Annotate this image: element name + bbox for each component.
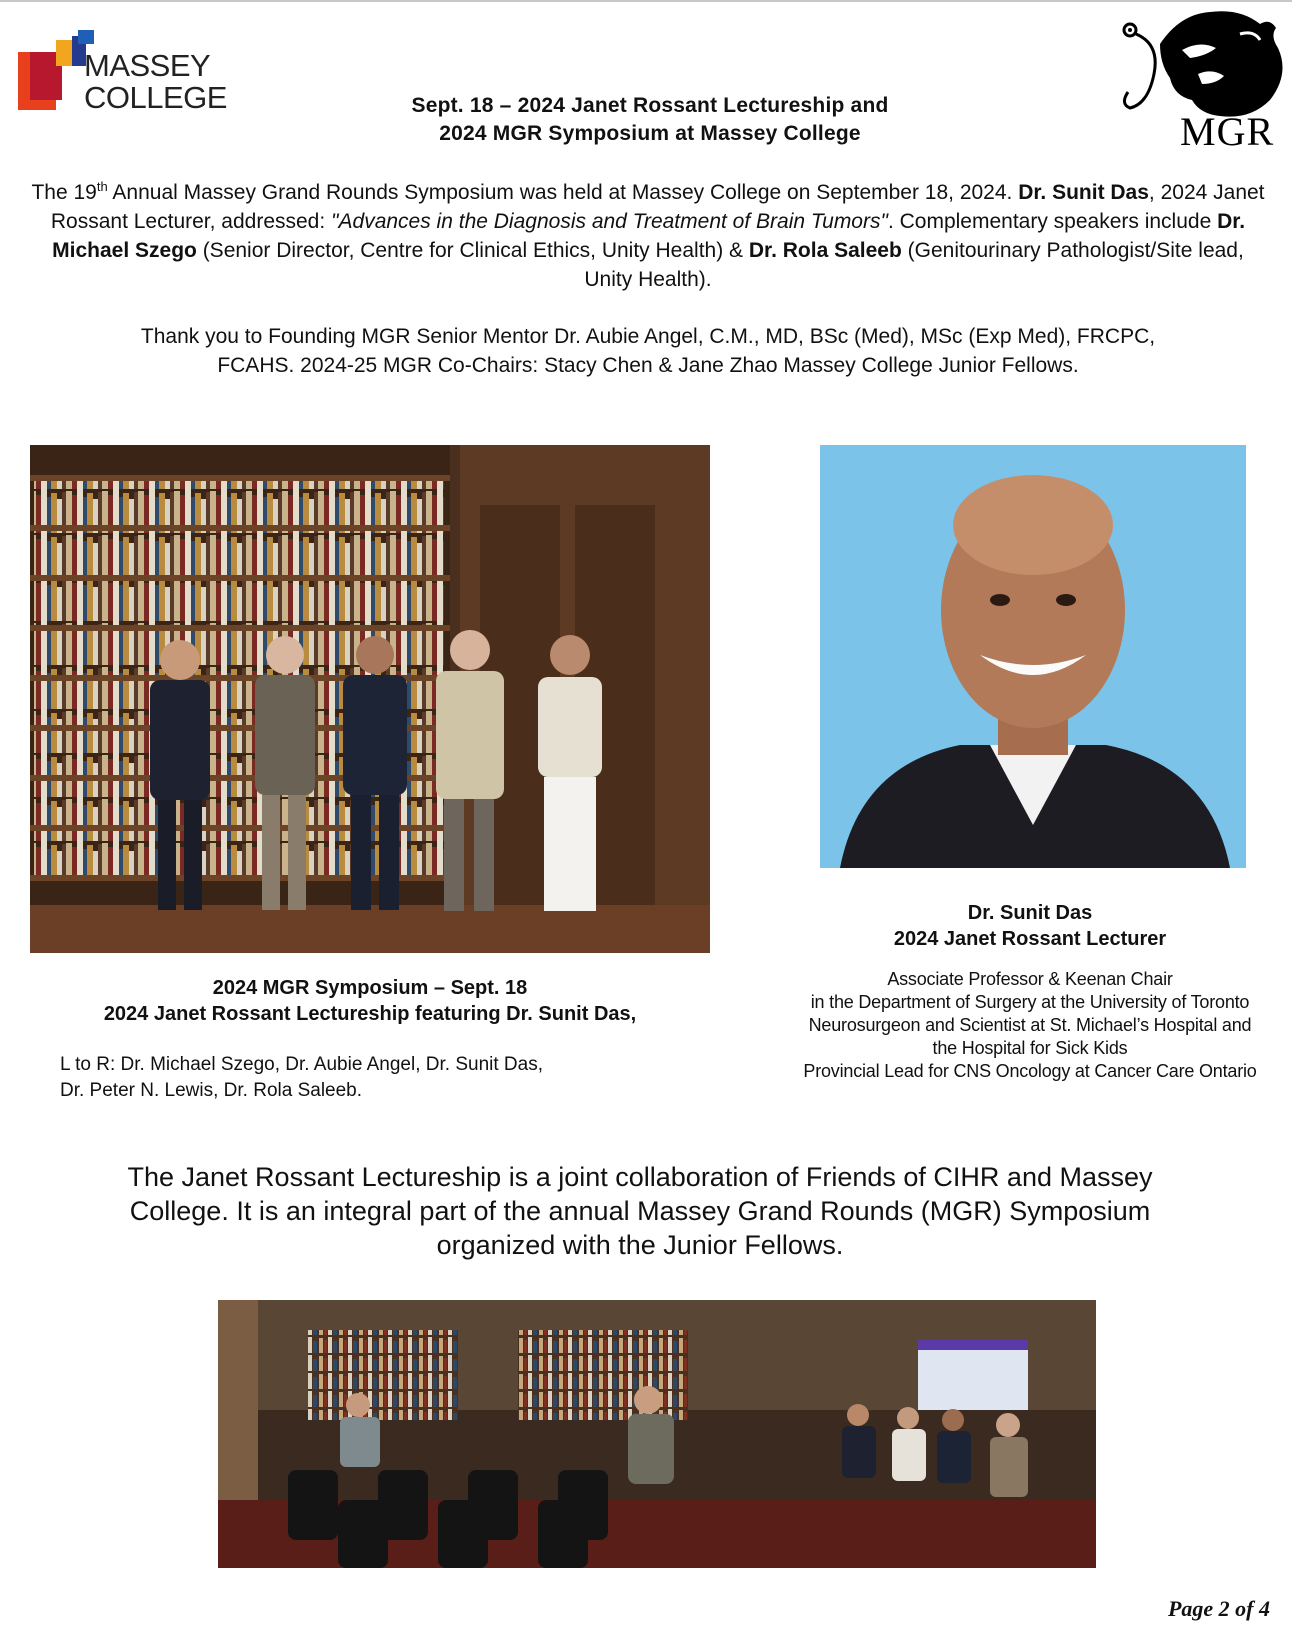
group-photo-illustration — [30, 445, 710, 953]
speaker-name-saleeb: Dr. Rola Saleeb — [748, 239, 902, 262]
wordmark-line-2: COLLEGE — [84, 80, 227, 115]
intro-text-f: (Genitourinary Pathologist/Site lead, Unity Health). — [584, 239, 1244, 291]
intro-text-e: (Senior Director, Centre for Clinical Ethics, Unity Health) & — [196, 239, 749, 262]
wordmark-line-1: MASSEY — [84, 48, 211, 83]
lecturer-name: Dr. Sunit Das — [967, 902, 1093, 924]
heading-line-2: 2024 MGR Symposium at Massey College — [439, 122, 861, 145]
bio-line-2: in the Department of Surgery at the University of Toronto — [810, 992, 1250, 1012]
intro-text-b: Annual Massey Grand Rounds Symposium was held at Massey College on September 18, 2024. — [107, 181, 1019, 204]
thanks-line-1: Thank you to Founding MGR Senior Mentor Dr. Aubie Angel, C.M., MD, BSc (Med), MSc (Exp Med), FRCPC, — [140, 325, 1156, 348]
bio-line-4: the Hospital for Sick Kids — [932, 1038, 1128, 1058]
portrait-caption-bio — [760, 968, 1292, 1083]
heading-line-1: Sept. 18 – 2024 Janet Rossant Lectureship and — [411, 94, 889, 117]
closing-line-3: organized with the Junior Fellows. — [436, 1230, 844, 1260]
caption-names-line-1: L to R: Dr. Michael Szego, Dr. Aubie Angel, Dr. Sunit Das, — [60, 1054, 543, 1075]
closing-line-2: College. It is an integral part of the annual Massey Grand Rounds (MGR) Symposium — [129, 1196, 1151, 1226]
speaker-name-szego: Dr. Michael Szego — [52, 210, 1246, 262]
portrait-caption-title — [780, 900, 1280, 952]
portrait-illustration — [820, 445, 1246, 868]
intro-text-c: , 2024 Janet Rossant Lecturer, addressed: — [50, 181, 1265, 233]
logo-square-blue — [78, 30, 94, 44]
logo-square-yellow — [56, 40, 72, 66]
symposium-room-photo — [218, 1300, 1096, 1568]
page-heading — [340, 92, 960, 148]
closing-line-1: The Janet Rossant Lectureship is a joint collaboration of Friends of CIHR and Massey — [127, 1162, 1153, 1192]
massey-college-wordmark — [84, 50, 227, 114]
intro-paragraph — [28, 178, 1268, 294]
group-photo-caption-title — [60, 975, 680, 1027]
lecturer-role: 2024 Janet Rossant Lecturer — [893, 928, 1167, 950]
bio-line-5: Provincial Lead for CNS Oncology at Cancer Care Ontario — [803, 1061, 1257, 1081]
thanks-line-2: FCAHS. 2024-25 MGR Co-Chairs: Stacy Chen & Jane Zhao Massey College Junior Fellows. — [217, 354, 1079, 377]
speaker-name-das: Dr. Sunit Das — [1018, 181, 1149, 204]
intro-superscript: th — [96, 179, 108, 194]
caption-title-line-1: 2024 MGR Symposium – Sept. 18 — [212, 977, 528, 999]
closing-statement — [60, 1160, 1220, 1262]
mgr-logo-text: MGR — [1180, 109, 1275, 154]
lecture-title: "Advances in the Diagnosis and Treatment of Brain Tumors" — [331, 210, 888, 233]
caption-names-line-2: Dr. Peter N. Lewis, Dr. Rola Saleeb. — [60, 1080, 363, 1101]
top-rule — [0, 0, 1292, 2]
caption-title-line-2: 2024 Janet Rossant Lectureship featuring Dr. Sunit Das, — [103, 1003, 637, 1025]
group-photo — [30, 445, 710, 953]
page-number: Page 2 of 4 — [1167, 1596, 1270, 1621]
bio-line-1: Associate Professor & Keenan Chair — [887, 969, 1173, 989]
bio-line-3: Neurosurgeon and Scientist at St. Michael’s Hospital and — [808, 1015, 1252, 1035]
thanks-paragraph — [28, 322, 1268, 380]
intro-text-a: The 19 — [31, 181, 97, 204]
group-photo-caption-names — [60, 1052, 700, 1104]
intro-text-d: . Complementary speakers include — [887, 210, 1218, 233]
portrait-photo — [820, 445, 1246, 868]
room-illustration — [218, 1300, 1096, 1568]
